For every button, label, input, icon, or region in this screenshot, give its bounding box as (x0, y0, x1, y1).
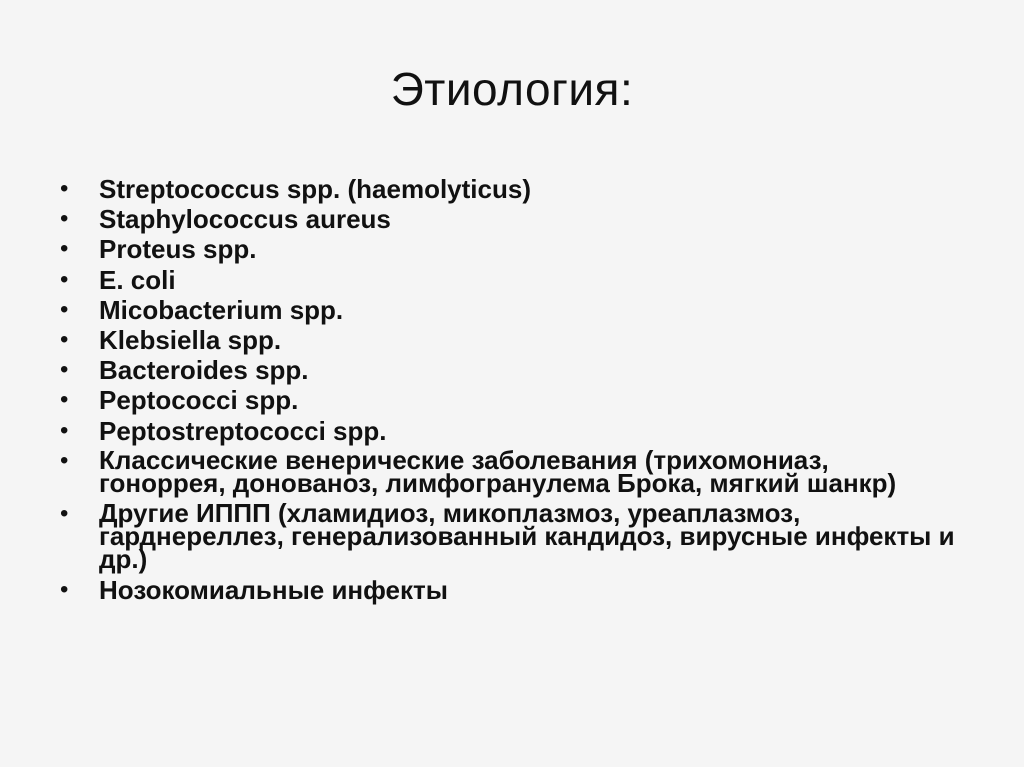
list-item-text: Peptococci spp. (99, 385, 299, 416)
bullet-icon: • (60, 265, 69, 293)
list-item-text: E. coli (99, 264, 176, 295)
list-item (60, 416, 960, 446)
bullet-icon: • (60, 295, 69, 323)
bullet-icon: • (60, 499, 69, 527)
list-item (60, 355, 960, 385)
list-item-text: Staphylococcus aureus (99, 204, 391, 235)
list-item (60, 174, 960, 204)
list-item (60, 265, 960, 295)
list-item-text: Proteus spp. (99, 234, 257, 265)
list-item (60, 575, 960, 605)
list-item (60, 385, 960, 415)
list-item-text: Bacteroides spp. (99, 355, 309, 386)
bullet-icon: • (60, 326, 69, 354)
bullet-icon: • (60, 575, 69, 603)
list-item (60, 325, 960, 355)
bullet-icon: • (60, 356, 69, 384)
bullet-icon: • (60, 235, 69, 263)
bullet-icon: • (60, 175, 69, 202)
list-item-text: Micobacterium spp. (99, 294, 344, 325)
list-item-text: Другие ИППП (хламидиоз, микоплазмоз, уреаплазмоз, гарднереллез, генерализованный кандидоз, вирусные инфекты и др.) (99, 497, 955, 574)
bullet-icon: • (60, 446, 69, 474)
list-item (60, 234, 960, 264)
bullet-icon: • (60, 416, 69, 444)
list-item-text: Streptococcus spp. (haemolyticus) (99, 174, 531, 204)
list-item (60, 204, 960, 234)
bullet-list (60, 174, 960, 605)
list-item-text: Klebsiella spp. (99, 325, 282, 356)
bullet-icon: • (60, 205, 69, 233)
list-item (60, 295, 960, 325)
list-item-text: Нозокомиальные инфекты (99, 574, 448, 605)
slide-title: Этиология: (390, 63, 634, 115)
list-item (60, 446, 960, 499)
list-item (60, 499, 960, 575)
list-item-text: Peptostreptococci spp. (99, 415, 387, 446)
list-item-text: Классические венерические заболевания (трихомониаз, гоноррея, донованоз, лимфогранулема Брока, мягкий шанкр) (99, 444, 897, 498)
bullet-icon: • (60, 386, 69, 414)
